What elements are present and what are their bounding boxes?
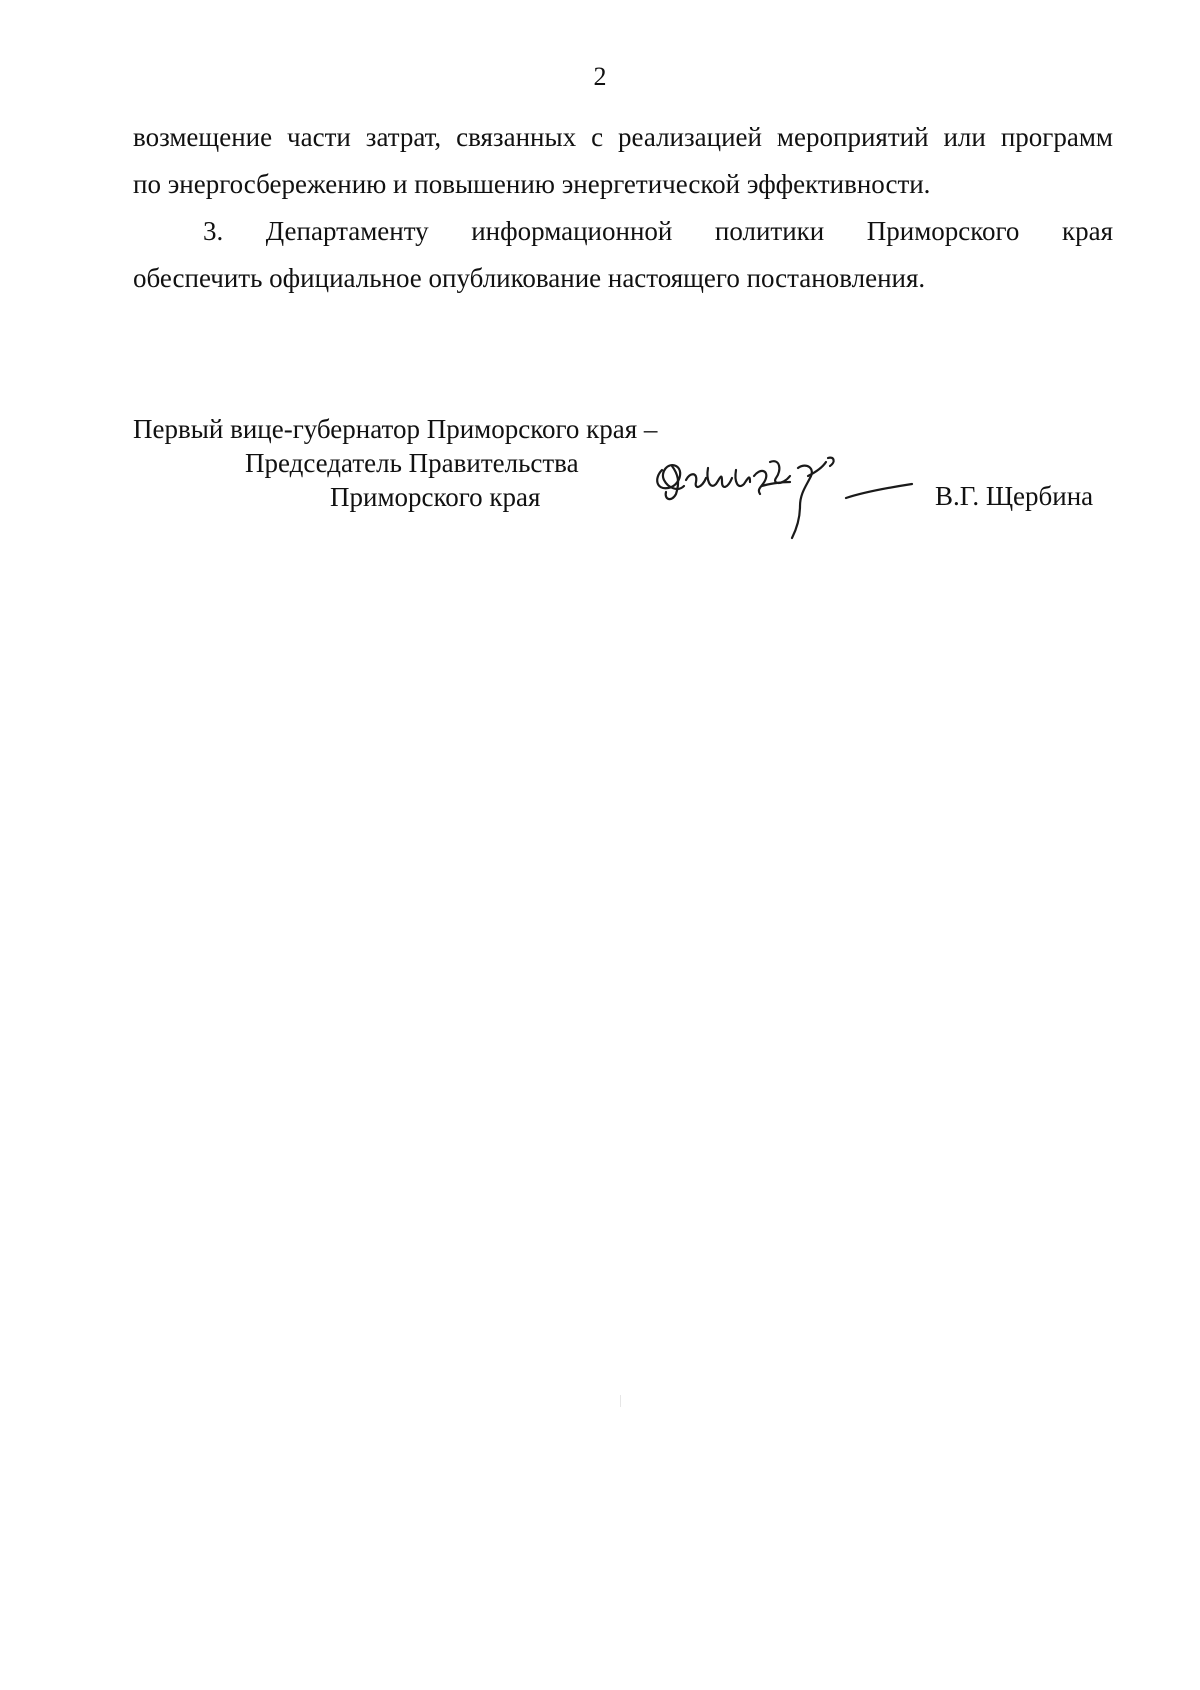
- paragraph-line: 3. Департаменту информационной политики Приморского края: [203, 216, 1113, 246]
- paragraph-item-3: [133, 208, 1113, 302]
- handwritten-signature: [650, 448, 940, 548]
- paragraph-line: по энергосбережению и повышению энергетической эффективности.: [133, 169, 931, 199]
- signatory-position-line-1: Первый вице-губернатор Приморского края –: [133, 414, 658, 444]
- scan-artifact: [620, 1395, 621, 1407]
- signatory-position-line-3: Приморского края: [330, 482, 541, 512]
- page-number: 2: [593, 62, 607, 91]
- signatory-position-line-2: Председатель Правительства: [245, 448, 579, 478]
- paragraph-line: возмещение части затрат, связанных с реализацией мероприятий или программ: [133, 122, 1113, 152]
- paragraph-continuation: [133, 114, 1113, 208]
- paragraph-line: обеспечить официальное опубликование настоящего постановления.: [133, 263, 926, 293]
- signatory-name: В.Г. Щербина: [935, 481, 1094, 511]
